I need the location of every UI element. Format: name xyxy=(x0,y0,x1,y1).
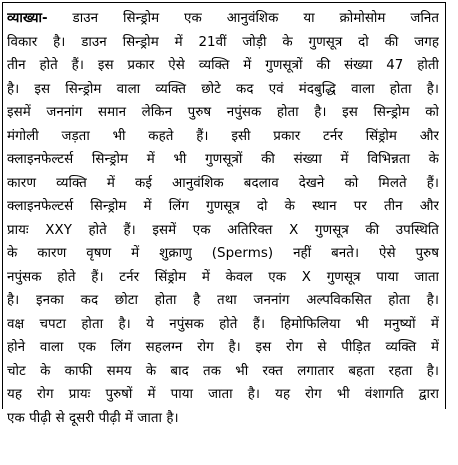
text-line: क्लाइनफेल्टर्स सिन्ड्रोम में लिंग गुणसूत्र दो के स्थान पर तीन और xyxy=(7,199,439,214)
text-line: है। इस सिन्ड्रोम वाला व्यक्ति छोटे कद एवं मंदबुद्धि वाला होता है। xyxy=(7,81,439,97)
text-line: के कारण वृषण में शुक्राणु (Sperms) नहीं बनते। ऐसे पुरुष xyxy=(7,246,439,261)
text-line: क्लाइनफेल्टर्स सिन्ड्रोम में भी गुणसूत्रों की संख्या में विभिन्नता के xyxy=(7,152,439,167)
text-frame xyxy=(2,2,446,426)
text-line: कारण व्यक्ति में कई आनुवंशिक बदलाव देखने को मिलते हैं। xyxy=(7,175,439,191)
text-line: है। इनका कद छोटा होता है तथा जननांग अल्पविकसित होता है। xyxy=(7,293,439,308)
text-line: मंगोली जड़ता भी कहते हैं। इसी प्रकार टर्नर सिंड्रोम और xyxy=(7,128,439,144)
text-line: विकार है। डाउन सिन्ड्रोम में 21वीं जोड़ी के गुणसूत्र दो की जगह xyxy=(7,34,439,50)
explanation-paragraph xyxy=(7,7,439,430)
text-line: वक्ष चपटा होता है। ये नपुंसक होते हैं। हिमोफिलिया भी मनुष्यों में xyxy=(7,316,439,332)
text-line: इसमें जननांग समान लेकिन पुरुष नपुंसक होता है। इस सिन्ड्रोम को xyxy=(7,105,439,120)
text-line: एक पीढ़ी से दूसरी पीढ़ी में जाता है। xyxy=(7,410,179,426)
text-line: यह रोग प्रायः पुरुषों में पाया जाता है। यह रोग भी वंशागति द्वारा xyxy=(7,387,439,402)
text-line: चोट के काफी समय के बाद तक भी रक्त लगातार बहता रहता है। xyxy=(7,363,439,379)
text-line: प्रायः XXY होते हैं। इसमें एक अतिरिक्त X गुणसूत्र की उपस्थिति xyxy=(7,222,439,238)
explanation-label: व्याख्या- xyxy=(7,11,48,26)
text-line xyxy=(7,7,439,31)
line-text: डाउन सिन्ड्रोम एक आनुवंशिक या क्रोमोसोम जनित xyxy=(47,11,439,26)
text-line: नपुंसक होते हैं। टर्नर सिंड्रोम में केवल एक X गुणसूत्र पाया जाता xyxy=(7,269,439,285)
text-line: होने वाला एक लिंग सहलग्न रोग है। इस रोग से पीड़ित व्यक्ति में xyxy=(7,340,439,355)
text-line: तीन होते हैं। इस प्रकार ऐसे व्यक्ति में गुणसूत्रों की संख्या 47 होती xyxy=(7,58,439,73)
